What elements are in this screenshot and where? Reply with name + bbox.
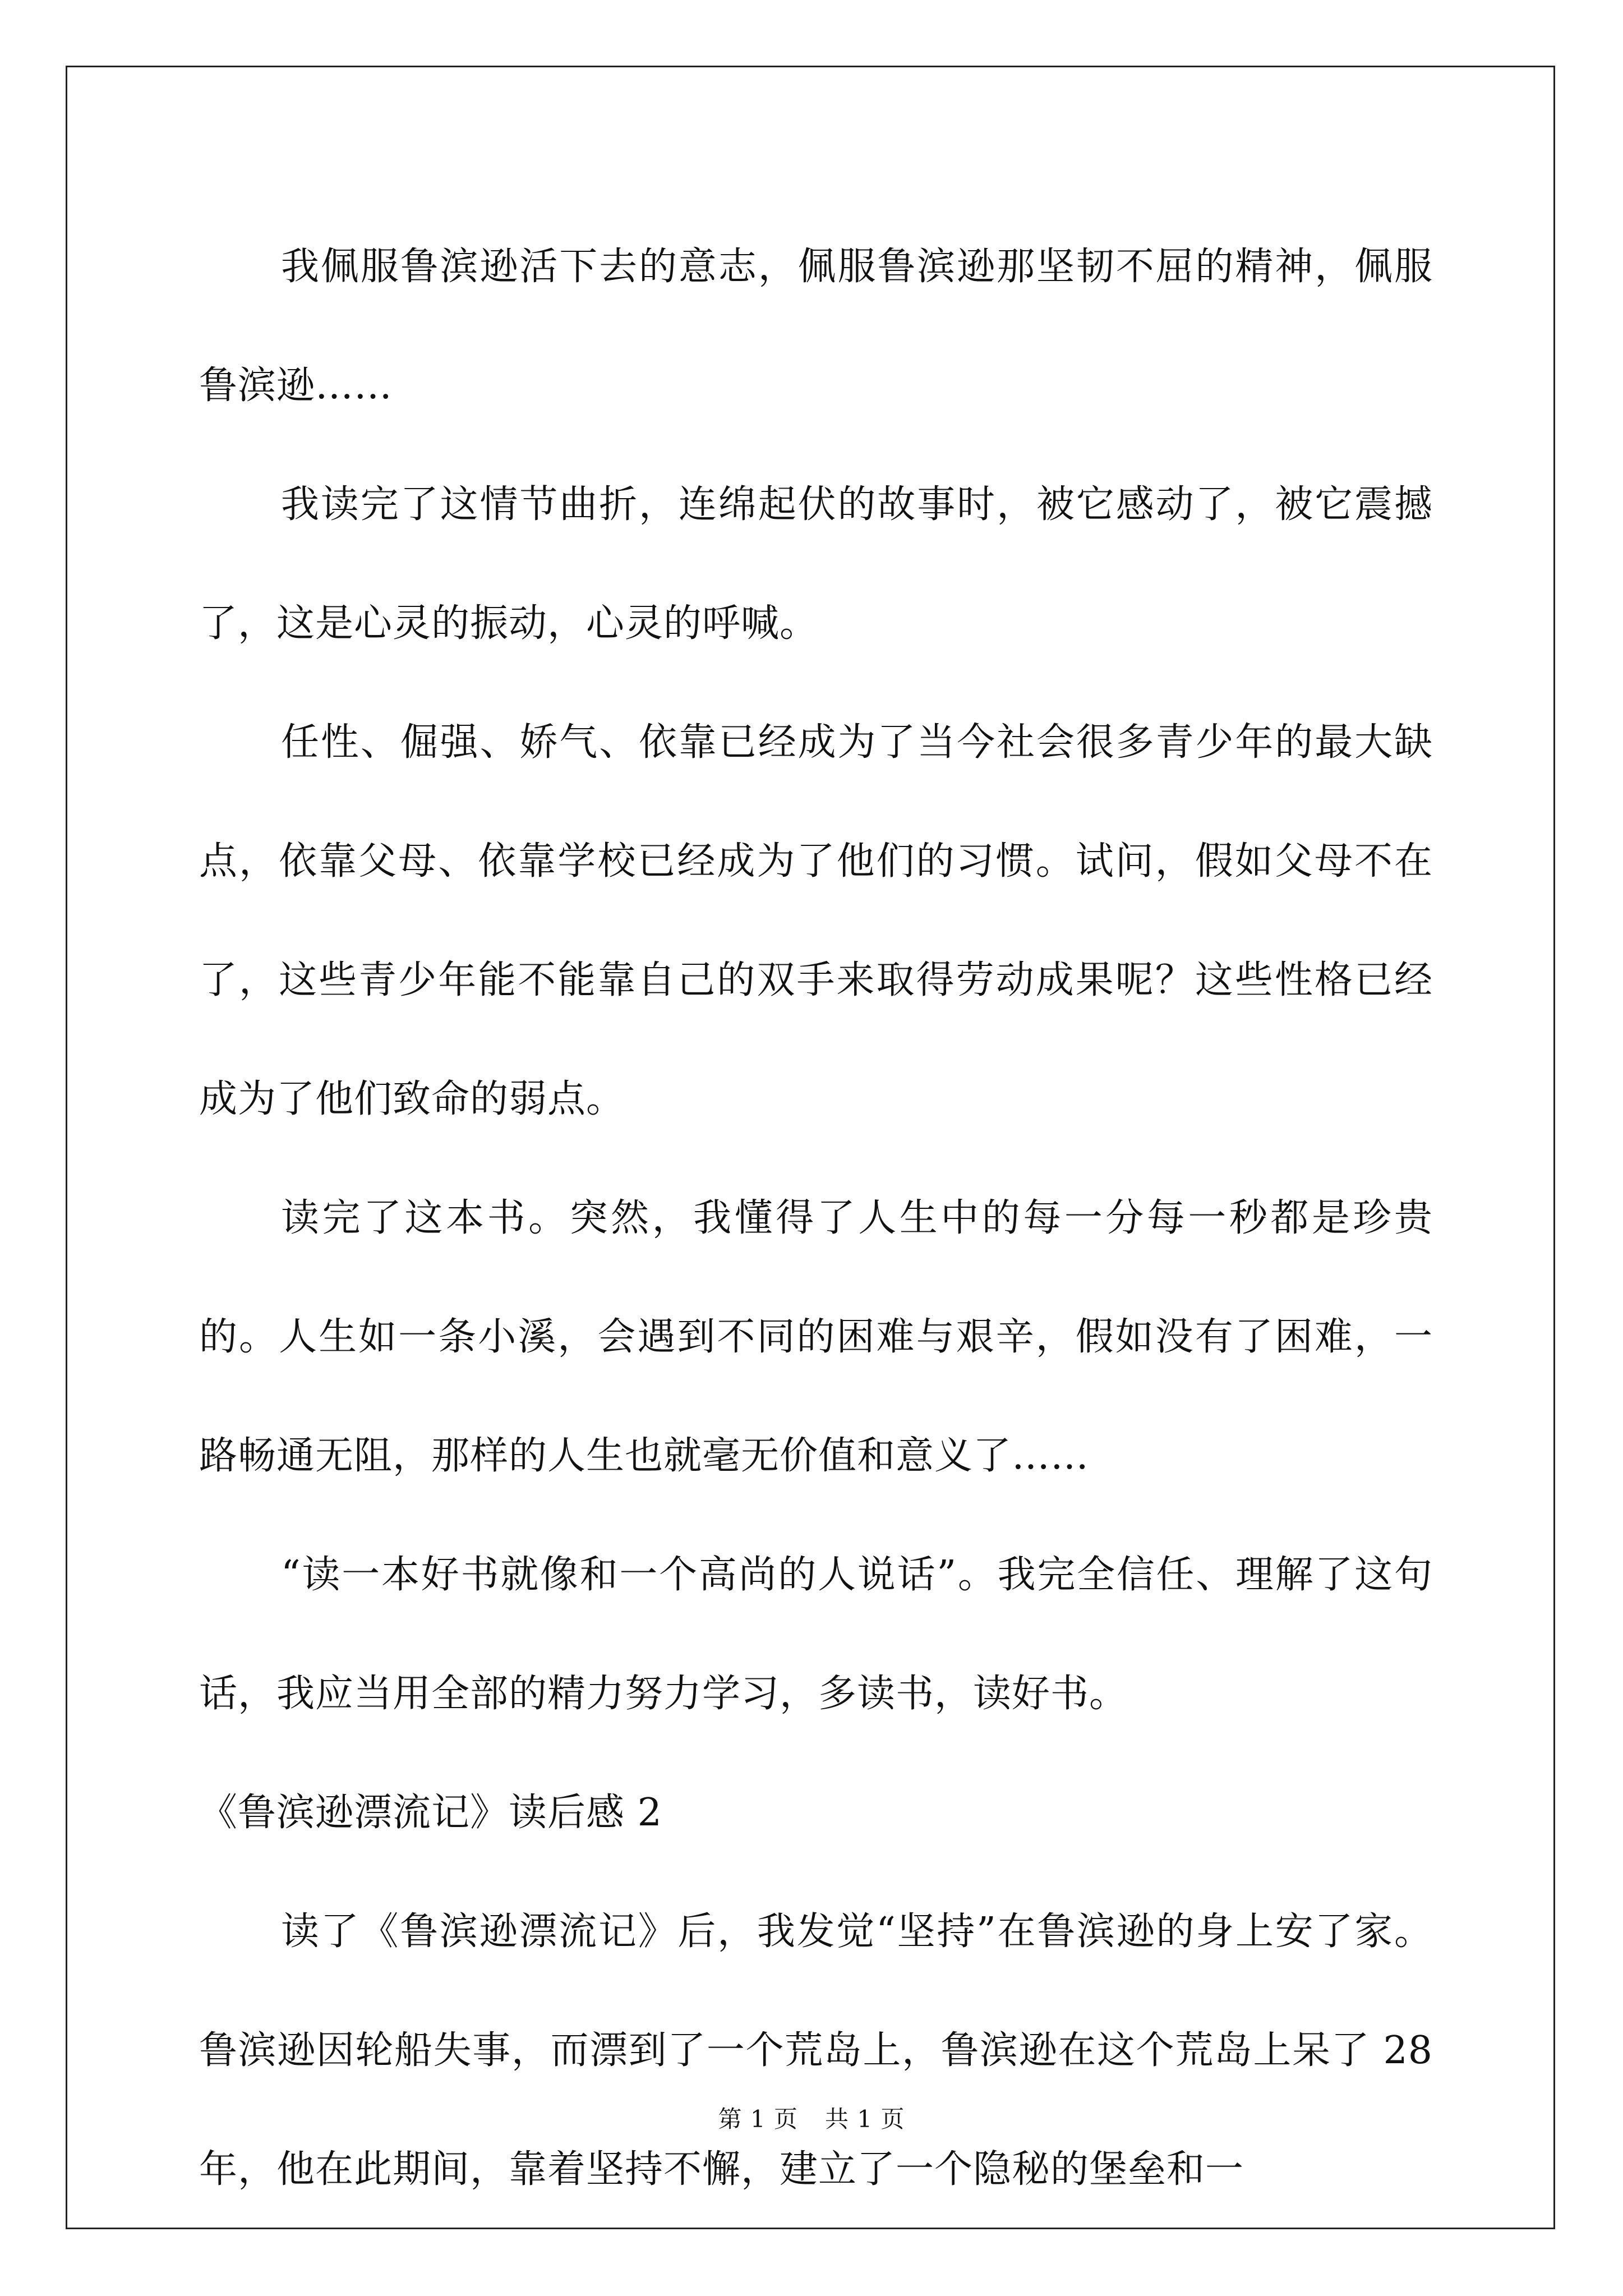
paragraph-2: 我读完了这情节曲折，连绵起伏的故事时，被它感动了，被它震撼了，这是心灵的振动，心灵的呼喊。 (199, 482, 1433, 646)
section-heading: 《鲁滨逊漂流记》读后感 2 (199, 1791, 662, 1835)
document-body (199, 208, 1433, 2229)
paragraph-4: 读完了这本书。突然，我懂得了人生中的每一分每一秒都是珍贵的。人生如一条小溪，会遇到不同的困难与艰辛，假如没有了困难，一路畅通无阻，那样的人生也就毫无价值和意义了…… (199, 1196, 1433, 1478)
paragraph-3: 任性、倔强、娇气、依靠已经成为了当今社会很多青少年的最大缺点，依靠父母、依靠学校已经成为了他们的习惯。试问，假如父母不在了，这些青少年能不能靠自己的双手来取得劳动成果呢？这些性格已经成为了他们致命的弱点。 (199, 720, 1433, 1121)
paragraph-6: 读了《鲁滨逊漂流记》后，我发觉“坚持”在鲁滨逊的身上安了家。鲁滨逊因轮船失事，而漂到了一个荒岛上，鲁滨逊在这个荒岛上呆了 28 年，他在此期间，靠着坚持不懈，建立了一个隐秘的堡垒和一 (199, 1910, 1433, 2192)
page-footer (0, 2101, 1623, 2134)
page-total: 共 1 页 (825, 2105, 905, 2133)
page-number: 第 1 页 (718, 2105, 798, 2133)
paragraph-1: 我佩服鲁滨逊活下去的意志，佩服鲁滨逊那坚韧不屈的精神，佩服鲁滨逊…… (199, 245, 1433, 408)
paragraph-5: “读一本好书就像和一个高尚的人说话”。我完全信任、理解了这句话，我应当用全部的精力努力学习，多读书，读好书。 (199, 1553, 1433, 1716)
